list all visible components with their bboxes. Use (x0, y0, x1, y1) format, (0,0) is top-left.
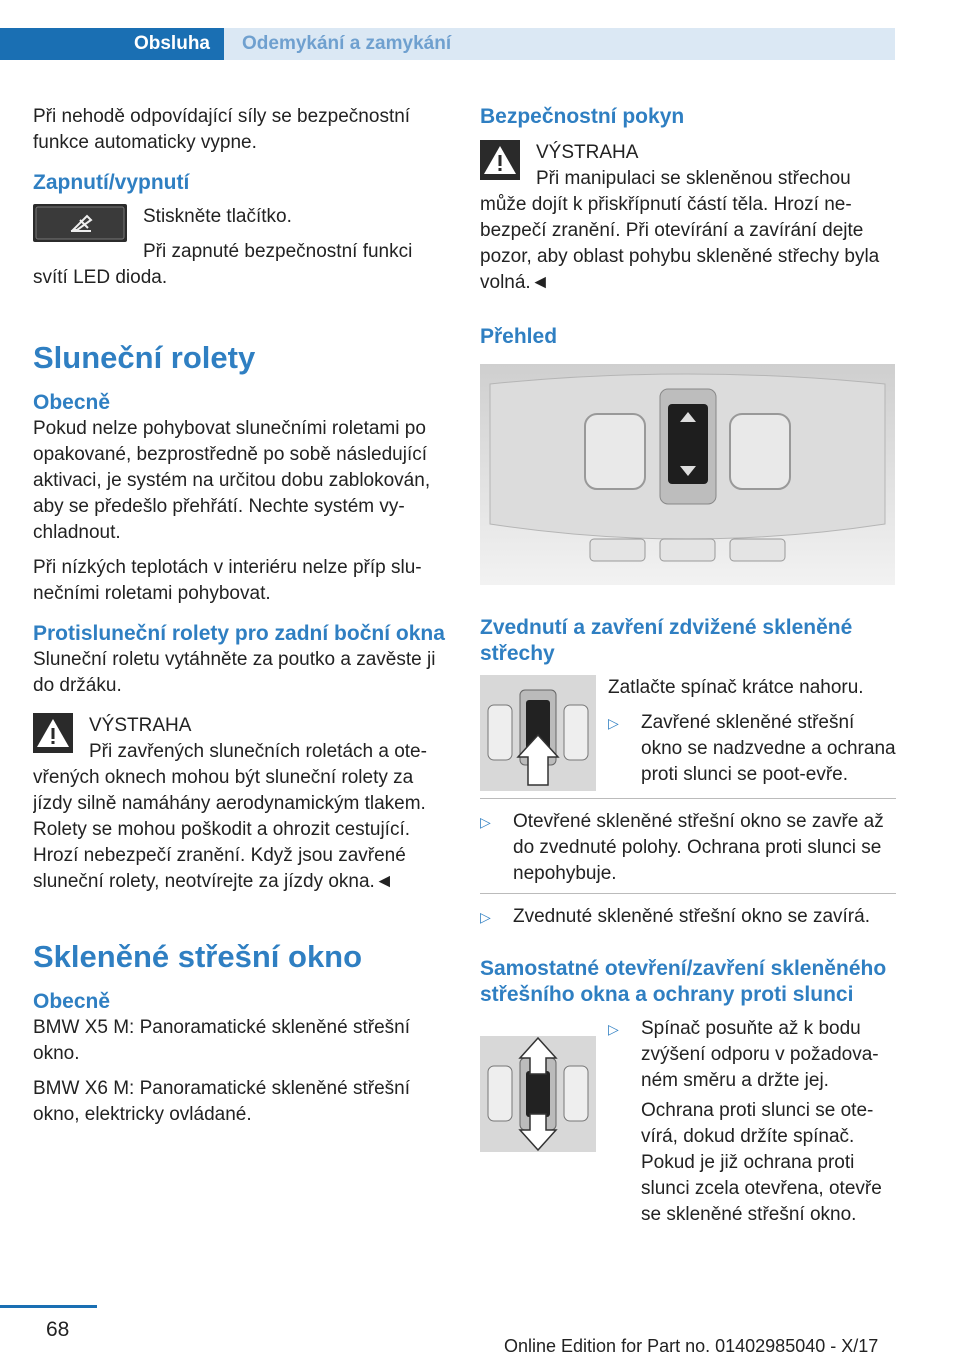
warning-block (480, 140, 896, 296)
paragraph: Sluneční roletu vytáhněte za poutko a zavěste ji do držáku. (33, 649, 436, 696)
heading-safety: Bezpečnostní pokyn (480, 105, 685, 128)
paragraph: BMW X6 M: Panoramatické skleněné střešní okno, elektricky ovládané. (33, 1078, 410, 1125)
list-item: ▷ Otevřené skleněné střešní okno se zavře až do zvednuté polohy. Ochrana proti slunci se nepohybuje. (480, 811, 884, 884)
edition-text: Online Edition for Part no. 01402985040 - X/17 (504, 1336, 879, 1356)
paragraph: Stiskněte tlačítko. (143, 206, 292, 227)
warning-triangle-icon (33, 713, 73, 753)
paragraph: Při nízkých teplotách v interiéru nelze příp slu‐nečními roletami pohybovat. (33, 557, 422, 604)
switch-up-down-illustration (480, 1036, 596, 1152)
warning-triangle-icon (480, 140, 520, 180)
heading-rear-blinds: Protisluneční rolety pro zadní boční okna (33, 622, 445, 645)
warning-block (33, 713, 448, 895)
roof-console-photo (480, 364, 895, 585)
divider (480, 893, 896, 894)
separate-section (480, 1016, 896, 1237)
warning-text: Při zavřených slunečních roletách a ote‐vřených oknech mohou být sluneční rolety za jízdy silně namáhány aerodynamickým tlakem. Rolety se mohou poškodit a ohrozit cestující. Hrozí nebezpečí zranění. Když jsou zavřené sluneční rolety, neotvírejte za jízdy okna.◄ (33, 741, 427, 892)
paragraph: Zatlačte spínač krátce nahoru. (608, 677, 864, 698)
list-item: ▷ Spínač posuňte až k bodu zvýšení odporu v požadova‐ném směru a držte jej. (608, 1018, 879, 1091)
heading-onoff: Zapnutí/vypnutí (33, 171, 190, 194)
heading-glass-roof: Skleněné střešní okno (33, 939, 363, 974)
warning-title: VÝSTRAHA (536, 142, 639, 163)
paragraph: Při nehodě odpovídající síly se bezpečnostní funkce automaticky vypne. (33, 106, 411, 153)
triangle-bullet-icon: ▷ (608, 1021, 619, 1037)
page-number: 68 (46, 1318, 70, 1341)
list-item: ▷ Zvednuté skleněné střešní okno se zavírá. (480, 904, 896, 930)
warning-text: Při manipulaci se skleněnou střechou může dojít k přiskřípnutí částí těla. Hrozí ne‐bezpečí zranění. Při otevírání a zavírání dejte pozor, aby oblast pohybu skleněné střechy byla volná.◄ (480, 168, 880, 293)
triangle-bullet-icon: ▷ (480, 909, 491, 925)
paragraph: Při zapnuté bezpečnostní funkci svítí LED dioda. (33, 241, 413, 288)
paragraph: Ochrana proti slunci se ote‐vírá, dokud držíte spínač. Pokud je již ochrana proti slunci zcela otevřena, otevře se skleněné střešní okno. (641, 1100, 882, 1225)
divider (480, 798, 896, 799)
paragraph: Pokud nelze pohybovat slunečními roletami po opakované, bezprostředně po sobě následující aktivaci, je systém na určitou dobu zablokován, aby se předešlo přehřátí. Nechte systém vy‐chladnout. (33, 418, 431, 543)
raise-section (480, 675, 896, 792)
heading-general-1: Obecně (33, 391, 111, 414)
button-block (33, 204, 448, 300)
list-item: ▷ Zavřené skleněné střešní okno se nadzvedne a ochrana proti slunci se poot‐evře. (608, 712, 896, 785)
heading-general-2: Obecně (33, 990, 111, 1013)
tab-odemykani[interactable]: Odemykání a zamykání (224, 28, 895, 60)
paragraph: BMW X5 M: Panoramatické skleněné střešní okno. (33, 1017, 410, 1064)
header-tabs (0, 28, 895, 60)
switch-push-up-illustration (480, 675, 596, 791)
heading-sun-blinds: Sluneční rolety (33, 340, 256, 375)
left-column (33, 104, 448, 1137)
window-lock-button-icon (33, 204, 127, 242)
triangle-bullet-icon: ▷ (480, 814, 491, 830)
heading-separate: Samostatné otevření/zavření skleněného střešního okna a ochrany proti slunci (480, 957, 887, 1006)
triangle-bullet-icon: ▷ (608, 715, 619, 731)
heading-overview: Přehled (480, 325, 558, 348)
warning-title: VÝSTRAHA (89, 715, 192, 736)
right-column (480, 104, 896, 1237)
footer-accent-line (0, 1305, 97, 1308)
heading-raise: Zvednutí a zavření zdvižené skleněné střechy (480, 616, 853, 665)
tab-obsluha[interactable]: Obsluha (0, 28, 224, 60)
